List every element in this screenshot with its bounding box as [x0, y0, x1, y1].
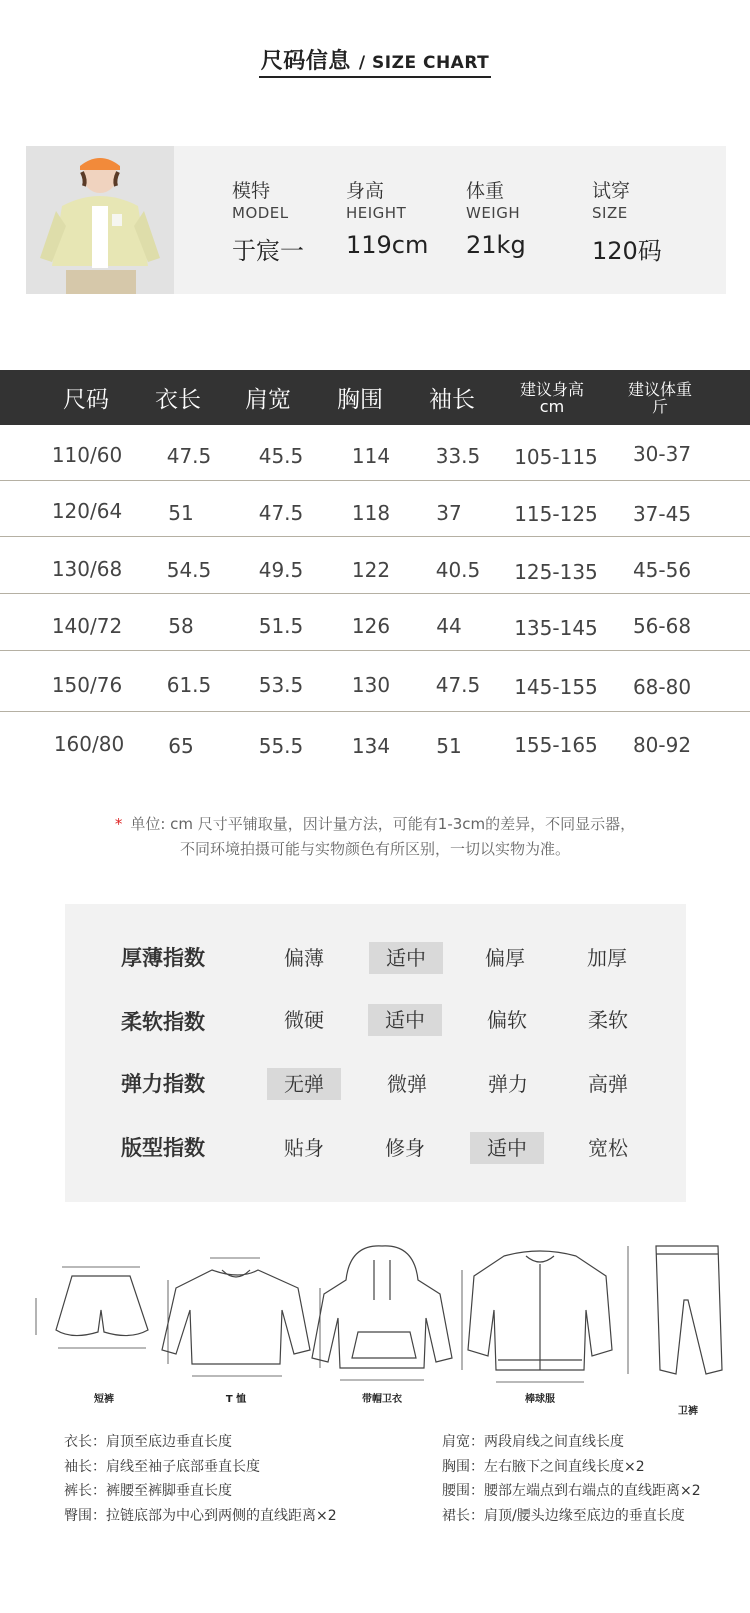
table-row [0, 712, 750, 770]
measurement-diagrams [0, 1240, 750, 1415]
cell-chest: 114 [351, 444, 391, 468]
pants-sketch [628, 1246, 722, 1374]
fabric-index-panel [65, 904, 686, 1202]
cell-rec-height: 115-125 [514, 502, 598, 526]
cell-shoulder: 55.5 [258, 734, 304, 758]
index-option: 偏厚 [485, 946, 525, 970]
weight-label-en: WEIGH [466, 204, 521, 222]
header-rec-height-unit: cm [539, 396, 565, 416]
title-en: / SIZE CHART [358, 53, 490, 73]
diagram-label-shorts: 短裤 [94, 1394, 114, 1405]
cell-sleeve: 51 [436, 734, 462, 758]
index-option: 弹力 [488, 1072, 528, 1096]
header-shoulder: 肩宽 [245, 387, 291, 413]
diagram-label-pants: 卫裤 [678, 1406, 698, 1417]
cell-rec-weight: 37-45 [632, 502, 692, 526]
cell-rec-weight: 56-68 [632, 614, 692, 638]
model-info-panel [26, 146, 726, 294]
definition-item: 臀围：拉链底部为中心到两侧的直线距离×2 [64, 1507, 337, 1524]
cell-shoulder: 49.5 [258, 558, 304, 582]
cell-rec-weight: 68-80 [632, 675, 692, 699]
index-option: 柔软 [588, 1008, 628, 1032]
note-line-2: 不同环境拍摄可能与实物颜色有所区别，一切以实物为准。 [179, 840, 570, 858]
note-line-1: 单位: cm 尺寸平铺取量，因计量方法，可能有1-3cm的差异，不同显示器， [130, 815, 636, 833]
definition-item: 袖长：肩线至袖子底部垂直长度 [64, 1458, 260, 1475]
header-length: 衣长 [155, 387, 201, 413]
height-value: 119cm [346, 231, 429, 259]
diagram-label-hoodie: 带帽卫衣 [362, 1394, 402, 1405]
index-label-softness: 柔软指数 [121, 1010, 205, 1034]
definition-item: 裙长：肩顶/腰头边缘至底边的垂直长度 [442, 1507, 685, 1524]
cell-size: 150/76 [51, 673, 123, 697]
cell-rec-height: 105-115 [514, 445, 598, 469]
garment-sketches [0, 1240, 750, 1415]
cell-rec-height: 155-165 [514, 733, 598, 757]
table-row [0, 481, 750, 537]
model-col-size [592, 176, 662, 266]
page-title [0, 44, 750, 75]
header-rec-weight-unit: 斤 [651, 396, 668, 416]
weight-label-zh: 体重 [466, 180, 505, 202]
index-option: 修身 [385, 1136, 425, 1160]
index-option: 微硬 [284, 1008, 324, 1032]
model-label-zh: 模特 [232, 180, 271, 202]
header-sleeve: 袖长 [429, 387, 475, 413]
note-star: * [114, 815, 123, 833]
index-option: 偏薄 [284, 946, 324, 970]
header-chest: 胸围 [337, 387, 383, 413]
cell-rec-height: 135-145 [514, 616, 598, 640]
model-label-en: MODEL [232, 204, 289, 222]
definition-item: 胸围：左右腋下之间直线长度×2 [442, 1458, 645, 1475]
index-label-fit: 版型指数 [121, 1136, 205, 1160]
index-label-thickness: 厚薄指数 [121, 946, 205, 970]
cell-size: 140/72 [51, 614, 123, 638]
cell-length: 54.5 [166, 558, 212, 582]
definitions-right [442, 1430, 701, 1528]
index-option: 微弹 [387, 1072, 427, 1096]
cell-sleeve: 33.5 [435, 444, 481, 468]
index-option: 加厚 [587, 946, 627, 970]
cell-sleeve: 47.5 [435, 673, 481, 697]
cell-rec-height: 145-155 [514, 675, 598, 699]
definition-item: 衣长：肩顶至底边垂直长度 [64, 1434, 232, 1450]
cell-sleeve: 44 [436, 614, 462, 638]
cell-rec-height: 125-135 [514, 560, 598, 584]
table-row [0, 651, 750, 712]
baseball-jacket-sketch [462, 1251, 612, 1382]
weight-value: 21kg [466, 231, 526, 259]
cell-length: 61.5 [166, 673, 212, 697]
cell-chest: 126 [351, 614, 391, 638]
model-col-name [232, 176, 304, 266]
diagram-label-baseball-jacket: 棒球服 [525, 1394, 555, 1405]
cell-length: 65 [168, 734, 194, 758]
cell-shoulder: 45.5 [258, 444, 304, 468]
size-label-en: SIZE [592, 204, 628, 222]
cell-shoulder: 47.5 [258, 501, 304, 525]
cell-length: 51 [168, 501, 194, 525]
cell-sleeve: 37 [436, 501, 462, 525]
cell-chest: 122 [351, 558, 391, 582]
header-rec-height [502, 370, 602, 425]
cell-rec-weight: 45-56 [632, 558, 692, 582]
model-photo [26, 146, 174, 294]
cell-rec-weight: 30-37 [632, 442, 692, 466]
definition-item: 肩宽：两段肩线之间直线长度 [442, 1434, 624, 1450]
cell-size: 130/68 [51, 557, 123, 581]
size-table-header [0, 370, 750, 425]
header-rec-height-label: 建议身高 [519, 379, 584, 399]
index-option: 高弹 [588, 1072, 628, 1096]
cell-shoulder: 53.5 [258, 673, 304, 697]
index-option: 偏软 [487, 1008, 527, 1032]
header-rec-weight [610, 370, 710, 425]
model-name-value: 于宸一 [232, 237, 304, 265]
cell-rec-weight: 80-92 [632, 733, 692, 757]
cell-chest: 134 [351, 734, 391, 758]
hoodie-sketch [312, 1246, 452, 1380]
cell-length: 58 [168, 614, 194, 638]
index-option-selected: 无弹 [267, 1068, 341, 1100]
shorts-sketch [36, 1267, 148, 1348]
header-rec-weight-label: 建议体重 [627, 379, 692, 399]
tshirt-sketch [162, 1258, 310, 1376]
height-label-zh: 身高 [346, 180, 385, 202]
definition-item: 腰围：腰部左端点到右端点的直线距离×2 [442, 1483, 701, 1499]
model-col-height [346, 176, 428, 259]
definitions-left [64, 1430, 337, 1528]
index-option-selected: 适中 [368, 1004, 442, 1036]
diagram-label-tshirt: T 恤 [225, 1394, 247, 1405]
cell-size: 160/80 [53, 732, 125, 756]
index-label-elasticity: 弹力指数 [121, 1072, 205, 1096]
model-col-weight [466, 176, 526, 259]
cell-length: 47.5 [166, 444, 212, 468]
size-label-zh: 试穿 [592, 180, 631, 202]
cell-sleeve: 40.5 [435, 558, 481, 582]
index-option: 贴身 [284, 1136, 324, 1160]
table-row [0, 594, 750, 651]
cell-shoulder: 51.5 [258, 614, 304, 638]
measurement-note [0, 812, 750, 862]
definition-item: 裤长：裤腰至裤脚垂直长度 [64, 1483, 232, 1499]
title-zh: 尺码信息 [260, 49, 351, 74]
table-row [0, 426, 750, 481]
cell-chest: 118 [351, 501, 391, 525]
cell-size: 120/64 [51, 499, 123, 523]
cell-chest: 130 [351, 673, 391, 697]
index-option-selected: 适中 [369, 942, 443, 974]
cell-size: 110/60 [51, 443, 123, 467]
height-label-en: HEIGHT [346, 204, 407, 222]
size-value: 120码 [592, 237, 662, 265]
index-option: 宽松 [588, 1136, 628, 1160]
header-size: 尺码 [63, 387, 109, 413]
table-row [0, 537, 750, 594]
index-option-selected: 适中 [470, 1132, 544, 1164]
